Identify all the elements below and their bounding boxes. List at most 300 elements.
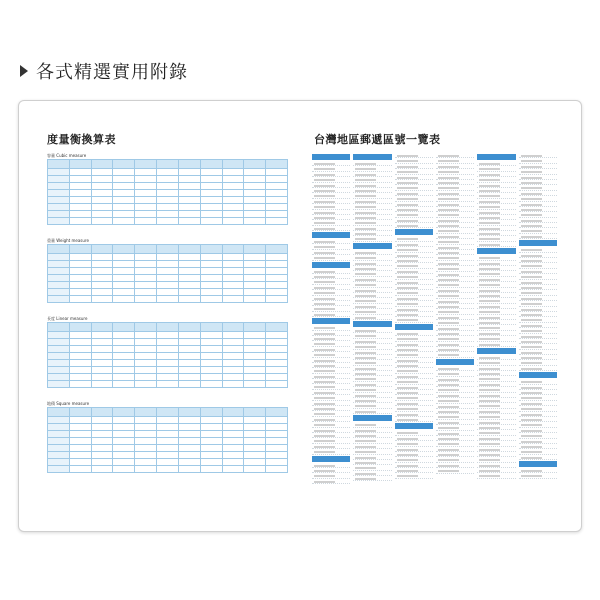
table-cell <box>91 169 113 176</box>
list-item-text <box>355 273 376 275</box>
table-cell <box>222 346 244 353</box>
list-item-text <box>314 206 335 208</box>
table-cell <box>91 417 113 424</box>
list-item-text <box>438 177 459 179</box>
table-cell <box>222 339 244 346</box>
table-label: 重量 Weight measure <box>47 238 89 243</box>
table-cell <box>266 296 288 303</box>
table-cell <box>157 466 179 473</box>
list-item-text <box>521 177 542 179</box>
table-cell <box>244 183 266 190</box>
list-item-text <box>438 198 459 200</box>
table-label: 長度 Linear measure <box>47 316 88 321</box>
table-cell <box>48 282 70 289</box>
table-row <box>48 245 288 254</box>
table-row <box>48 261 288 268</box>
list-item-text <box>521 397 542 399</box>
table-cell <box>244 282 266 289</box>
table-cell <box>200 459 222 466</box>
list-item-text <box>479 311 500 313</box>
list-item-text <box>438 368 459 370</box>
table-cell <box>69 459 91 466</box>
list-item-text <box>479 217 500 219</box>
table-cell <box>244 459 266 466</box>
list-item-text <box>521 204 542 206</box>
table-row <box>48 339 288 346</box>
table-cell <box>113 408 135 417</box>
table-cell <box>157 245 179 254</box>
table-cell <box>48 190 70 197</box>
table-cell <box>48 245 70 254</box>
list-item-text <box>397 292 418 294</box>
list-item-text <box>397 260 418 262</box>
table-cell <box>222 353 244 360</box>
list-item <box>436 468 474 473</box>
table-cell <box>91 323 113 332</box>
table-footnote <box>47 388 288 393</box>
table-cell <box>113 459 135 466</box>
list-item <box>312 226 350 231</box>
book-spread <box>41 121 561 513</box>
table-cell <box>113 183 135 190</box>
list-item-text <box>397 209 418 211</box>
list-item-text <box>314 185 335 187</box>
table-row <box>48 176 288 183</box>
table-cell <box>244 268 266 275</box>
table-cell <box>157 339 179 346</box>
table-cell <box>113 323 135 332</box>
table-cell <box>222 218 244 225</box>
table-cell <box>69 367 91 374</box>
table-cell <box>48 197 70 204</box>
list-item <box>312 255 350 260</box>
list-item-text <box>355 457 376 459</box>
table-cell <box>222 160 244 169</box>
table-cell <box>266 466 288 473</box>
table-cell <box>178 282 200 289</box>
list-item-text <box>355 279 376 281</box>
list-item-text <box>397 225 418 227</box>
table-cell <box>48 445 70 452</box>
table-cell <box>135 367 157 374</box>
table-cell <box>48 424 70 431</box>
table-cell <box>135 452 157 459</box>
list-item-text <box>397 392 418 394</box>
table-cell <box>157 261 179 268</box>
list-item-text <box>479 268 500 270</box>
list-item-text <box>479 416 500 418</box>
table-cell <box>178 431 200 438</box>
list-item-text <box>355 446 376 448</box>
list-item-text <box>438 247 459 249</box>
list-item-text <box>355 373 376 375</box>
list-item-text <box>314 298 335 300</box>
table-cell <box>200 183 222 190</box>
list-item-text <box>521 214 542 216</box>
list-item-text <box>314 241 335 243</box>
list-item-text <box>479 228 500 230</box>
table-cell <box>48 332 70 339</box>
list-item-text <box>397 459 418 461</box>
list-item-text <box>438 373 459 375</box>
table-cell <box>178 261 200 268</box>
table-cell <box>135 381 157 388</box>
list-item-text <box>438 328 459 330</box>
table-row <box>48 218 288 225</box>
list-item-text <box>355 206 376 208</box>
table-cell <box>69 339 91 346</box>
list-item-text <box>355 306 376 308</box>
list-item <box>353 315 391 320</box>
list-item-text <box>438 236 459 238</box>
region-header <box>353 415 391 421</box>
table-cell <box>91 374 113 381</box>
list-item-text <box>479 244 500 246</box>
list-item-text <box>438 268 459 270</box>
list-item-text <box>397 238 418 240</box>
table-cell <box>200 339 222 346</box>
table-cell <box>200 408 222 417</box>
list-item-text <box>397 160 418 162</box>
table-cell <box>178 438 200 445</box>
list-item-text <box>397 298 418 300</box>
table-cell <box>244 261 266 268</box>
list-item-text <box>397 349 418 351</box>
table-cell <box>91 332 113 339</box>
list-item-text <box>521 309 542 311</box>
table-cell <box>266 367 288 374</box>
list-item-text <box>355 335 376 337</box>
list-item <box>312 479 350 484</box>
table-row <box>48 466 288 473</box>
left-page <box>41 121 294 513</box>
right-page-title: 台灣地區郵遞區號一覽表 <box>314 133 441 146</box>
table-row <box>48 367 288 374</box>
table-cell <box>157 176 179 183</box>
list-item-text <box>355 195 376 197</box>
table-cell <box>266 332 288 339</box>
list-item-text <box>479 357 500 359</box>
table-cell <box>113 332 135 339</box>
table-cell <box>48 459 70 466</box>
table-row <box>48 282 288 289</box>
list-item-text <box>355 341 376 343</box>
table-cell <box>157 438 179 445</box>
table-cell <box>157 367 179 374</box>
list-item-text <box>479 295 500 297</box>
table-cell <box>91 197 113 204</box>
table-cell <box>157 360 179 367</box>
table-cell <box>135 296 157 303</box>
table-cell <box>157 452 179 459</box>
list-item-text <box>397 204 418 206</box>
table-row <box>48 254 288 261</box>
table-cell <box>222 190 244 197</box>
list-item-text <box>438 301 459 303</box>
table-cell <box>178 346 200 353</box>
table-cell <box>266 445 288 452</box>
list-item-text <box>479 257 500 259</box>
list-item-text <box>521 265 542 267</box>
list-item-text <box>438 411 459 413</box>
table-cell <box>266 211 288 218</box>
table-cell <box>69 261 91 268</box>
table-cell <box>135 160 157 169</box>
table-cell <box>135 245 157 254</box>
list-item-text <box>355 378 376 380</box>
table-cell <box>222 254 244 261</box>
table-cell <box>135 339 157 346</box>
list-item-text <box>397 338 418 340</box>
table-cell <box>91 424 113 431</box>
table-cell <box>178 466 200 473</box>
table-cell <box>178 452 200 459</box>
list-item-text <box>521 346 542 348</box>
conversion-tables <box>41 153 294 478</box>
list-item-text <box>355 179 376 181</box>
table-cell <box>69 197 91 204</box>
table-cell <box>135 424 157 431</box>
list-item-text <box>521 166 542 168</box>
table-cell <box>200 424 222 431</box>
list-item-text <box>521 475 542 477</box>
list-item-text <box>479 475 500 477</box>
list-item-text <box>521 368 542 370</box>
list-item-text <box>521 187 542 189</box>
table-cell <box>244 452 266 459</box>
table-cell <box>200 296 222 303</box>
table-cell <box>91 459 113 466</box>
list-item-text <box>521 287 542 289</box>
table-cell <box>178 197 200 204</box>
table-cell <box>157 160 179 169</box>
list-item-text <box>479 338 500 340</box>
table-cell <box>48 360 70 367</box>
list-item-text <box>314 314 335 316</box>
table-cell <box>244 374 266 381</box>
list-item-text <box>355 257 376 259</box>
table-cell <box>113 424 135 431</box>
table-cell <box>135 183 157 190</box>
list-item-text <box>314 419 335 421</box>
table-cell <box>157 218 179 225</box>
list-item-text <box>479 443 500 445</box>
table-cell <box>91 289 113 296</box>
table-cell <box>178 408 200 417</box>
table-cell <box>266 261 288 268</box>
list-item-text <box>438 209 459 211</box>
list-item-text <box>314 303 335 305</box>
table-cell <box>48 275 70 282</box>
list-item-text <box>521 282 542 284</box>
table-cell <box>91 381 113 388</box>
list-item-text <box>479 306 500 308</box>
list-item-text <box>355 384 376 386</box>
table-cell <box>91 190 113 197</box>
table-cell <box>69 374 91 381</box>
list-item <box>519 234 557 239</box>
table-cell <box>113 197 135 204</box>
list-item-text <box>438 306 459 308</box>
table-cell <box>244 408 266 417</box>
table-cell <box>48 211 70 218</box>
list-item-text <box>438 252 459 254</box>
left-page-title: 度量衡換算表 <box>47 133 116 146</box>
list-item-text <box>438 225 459 227</box>
table-cell <box>69 160 91 169</box>
table-cell <box>157 332 179 339</box>
list-item-text <box>479 212 500 214</box>
list-item-text <box>438 416 459 418</box>
list-item-text <box>438 187 459 189</box>
table-row <box>48 360 288 367</box>
table-cell <box>135 466 157 473</box>
table-row <box>48 381 288 388</box>
table-row <box>48 452 288 459</box>
table-grid <box>47 159 288 225</box>
table-cell <box>178 183 200 190</box>
list-item-text <box>438 214 459 216</box>
list-item-text <box>355 362 376 364</box>
table-cell <box>48 346 70 353</box>
table-row <box>48 431 288 438</box>
list-item-text <box>397 276 418 278</box>
list-item-text <box>521 457 542 459</box>
list-item-text <box>397 187 418 189</box>
table-cell <box>69 268 91 275</box>
table-cell <box>200 211 222 218</box>
list-item-text <box>438 322 459 324</box>
table-cell <box>266 424 288 431</box>
table-cell <box>135 438 157 445</box>
table-row <box>48 275 288 282</box>
table-cell <box>200 169 222 176</box>
list-item-text <box>521 198 542 200</box>
list-item-text <box>314 440 335 442</box>
table-cell <box>244 360 266 367</box>
table-cell <box>48 466 70 473</box>
table-cell <box>48 452 70 459</box>
list-item-text <box>479 168 500 170</box>
table-cell <box>48 289 70 296</box>
table-cell <box>69 289 91 296</box>
list-item-text <box>314 217 335 219</box>
list-item-text <box>314 354 335 356</box>
table-cell <box>135 254 157 261</box>
table-cell <box>244 438 266 445</box>
table-cell <box>200 245 222 254</box>
table-cell <box>48 183 70 190</box>
table-cell <box>200 160 222 169</box>
table-cell <box>178 424 200 431</box>
table-row <box>48 190 288 197</box>
list-item <box>519 455 557 460</box>
table-cell <box>113 346 135 353</box>
list-item-text <box>314 327 335 329</box>
list-item-text <box>479 427 500 429</box>
table-cell <box>91 245 113 254</box>
list-item-text <box>314 271 335 273</box>
table-cell <box>113 218 135 225</box>
list-item <box>312 449 350 454</box>
list-item-text <box>314 168 335 170</box>
table-cell <box>135 417 157 424</box>
table-cell <box>113 176 135 183</box>
table-cell <box>157 374 179 381</box>
list-item-text <box>397 465 418 467</box>
table-cell <box>266 459 288 466</box>
list-item-text <box>355 357 376 359</box>
table-cell <box>244 466 266 473</box>
table-row <box>48 459 288 466</box>
list-item-text <box>438 395 459 397</box>
section-heading <box>20 58 188 84</box>
table-cell <box>222 211 244 218</box>
list-item-text <box>355 163 376 165</box>
table-cell <box>244 431 266 438</box>
list-item-text <box>397 365 418 367</box>
table-cell <box>244 424 266 431</box>
list-item-text <box>479 284 500 286</box>
table-cell <box>222 367 244 374</box>
table-cell <box>244 218 266 225</box>
table-cell <box>222 289 244 296</box>
table-cell <box>266 374 288 381</box>
table-row <box>48 211 288 218</box>
list-item-text <box>438 279 459 281</box>
list-item-text <box>521 249 542 251</box>
list-item-text <box>355 467 376 469</box>
table-row <box>48 438 288 445</box>
table-cell <box>91 268 113 275</box>
table-cell <box>266 204 288 211</box>
list-item-text <box>438 438 459 440</box>
table-cell <box>135 211 157 218</box>
region-header <box>519 240 557 246</box>
list-item-text <box>438 284 459 286</box>
table-cell <box>178 353 200 360</box>
list-item-text <box>438 160 459 162</box>
list-item-text <box>438 470 459 472</box>
list-item-text <box>521 225 542 227</box>
postal-column <box>395 153 433 484</box>
table-cell <box>157 459 179 466</box>
list-item-text <box>355 284 376 286</box>
table-cell <box>69 438 91 445</box>
list-item-text <box>355 290 376 292</box>
table-cell <box>135 323 157 332</box>
list-item-text <box>438 344 459 346</box>
postal-code-columns <box>312 153 557 484</box>
table-cell <box>91 438 113 445</box>
table-cell <box>135 282 157 289</box>
table-footnote <box>47 225 288 230</box>
table-cell <box>244 211 266 218</box>
table-cell <box>200 466 222 473</box>
list-item-text <box>438 400 459 402</box>
list-item-text <box>314 163 335 165</box>
list-item-text <box>397 443 418 445</box>
list-item-text <box>314 222 335 224</box>
list-item-text <box>355 440 376 442</box>
table-cell <box>69 254 91 261</box>
list-item-text <box>314 451 335 453</box>
table-cell <box>266 408 288 417</box>
play-triangle-icon <box>20 65 28 77</box>
table-cell <box>69 176 91 183</box>
table-cell <box>91 353 113 360</box>
table-row <box>48 332 288 339</box>
